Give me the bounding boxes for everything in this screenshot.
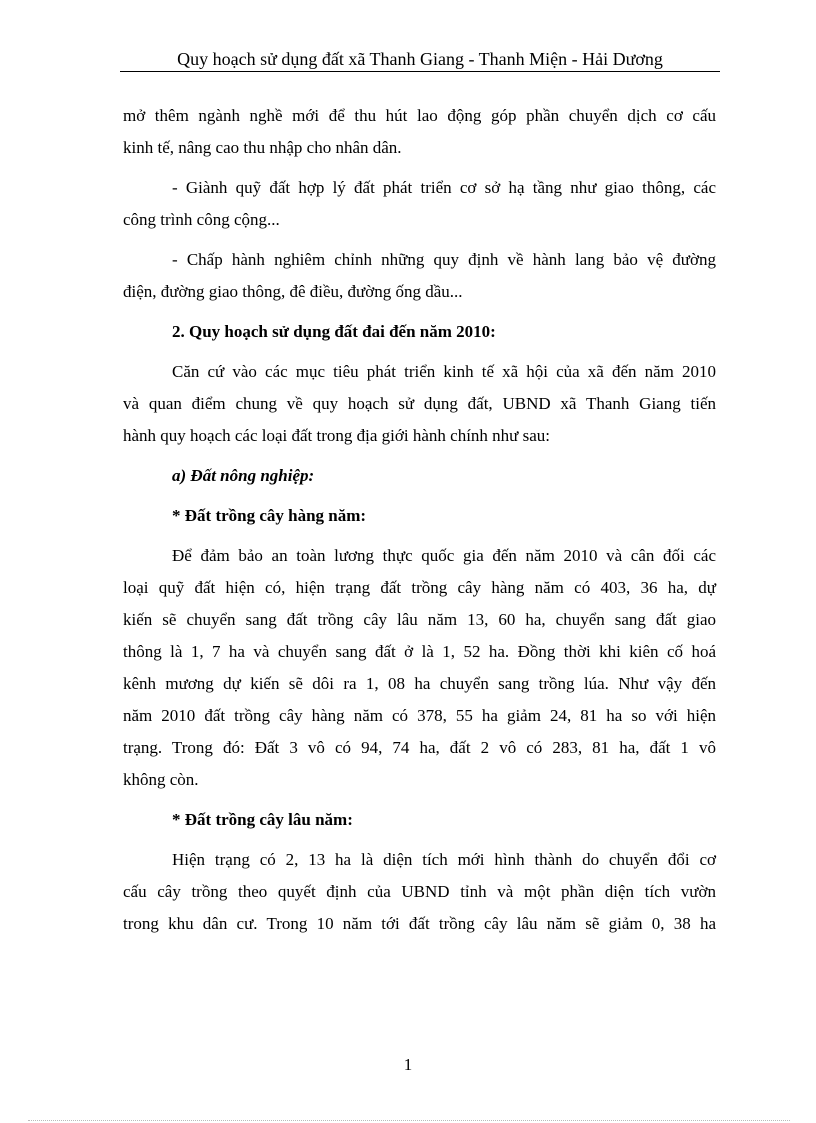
section-heading: 2. Quy hoạch sử dụng đất đai đến năm 2010:: [172, 322, 496, 341]
text-line: loại quỹ đất hiện có, hiện trạng đất trồng cây hàng năm có 403, 36 ha, dự: [123, 578, 716, 597]
text-line: kiến sẽ chuyển sang đất trồng cây lâu năm 13, 60 ha, chuyển sang đất giao: [123, 610, 716, 629]
body-text: [123, 100, 716, 940]
paragraph-perennial-crops: [123, 844, 716, 940]
text-line: hành quy hoạch các loại đất trong địa giới hành chính như sau:: [123, 426, 551, 445]
paragraph-continuation: [123, 100, 716, 164]
paragraph-basis: [123, 356, 716, 452]
text-line: - Giành quỹ đất hợp lý đất phát triển cơ sở hạ tầng như giao thông, các: [172, 178, 716, 197]
text-line: cấu cây trồng theo quyết định của UBND tỉnh và một phần diện tích vườn: [123, 882, 716, 901]
text-line: trạng. Trong đó: Đất 3 vô có 94, 74 ha, đất 2 vô có 283, 81 ha, đất 1 vô: [123, 738, 716, 757]
running-header: Quy hoạch sử dụng đất xã Thanh Giang - Thanh Miện - Hải Dương: [177, 49, 663, 69]
subsection-heading: * Đất trồng cây hàng năm:: [172, 506, 367, 525]
text-line: điện, đường giao thông, đê điều, đường ống dầu...: [123, 282, 463, 301]
text-line: Căn cứ vào các mục tiêu phát triển kinh tế xã hội của xã đến năm 2010: [172, 362, 716, 381]
page-number: 1: [403, 1055, 413, 1074]
subsection-heading: * Đất trồng cây lâu năm:: [172, 810, 353, 829]
page-edge-rule: [28, 1120, 790, 1121]
text-line: và quan điểm chung về quy hoạch sử dụng đất, UBND xã Thanh Giang tiến: [123, 394, 716, 413]
text-line: Hiện trạng có 2, 13 ha là diện tích mới hình thành do chuyển đổi cơ: [172, 850, 716, 869]
text-line: công trình công cộng...: [123, 210, 280, 229]
text-line: trong khu dân cư. Trong 10 năm tới đất trồng cây lâu năm sẽ giảm 0, 38 ha: [123, 914, 716, 933]
text-line: thông là 1, 7 ha và chuyển sang đất ở là 1, 52 ha. Đồng thời khi kiên cố hoá: [123, 642, 716, 661]
paragraph-regulations: [123, 244, 716, 308]
header-rule: [120, 71, 720, 72]
text-line: kinh tế, nâng cao thu nhập cho nhân dân.: [123, 138, 402, 157]
text-line: - Chấp hành nghiêm chỉnh những quy định về hành lang bảo vệ đường: [172, 250, 716, 269]
text-line: kênh mương dự kiến sẽ dôi ra 1, 08 ha chuyển sang trồng lúa. Như vậy đến: [123, 674, 716, 693]
text-line: Để đảm bảo an toàn lương thực quốc gia đến năm 2010 và cân đối các: [172, 546, 716, 565]
paragraph-infrastructure: [123, 172, 716, 236]
text-line: năm 2010 đất trồng cây hàng năm có 378, 55 ha giảm 24, 81 ha so với hiện: [123, 706, 716, 725]
subsection-heading: a) Đất nông nghiệp:: [172, 466, 315, 485]
paragraph-annual-crops: [123, 540, 716, 796]
text-line: mở thêm ngành nghề mới để thu hút lao động góp phần chuyển dịch cơ cấu: [123, 106, 716, 125]
text-line: không còn.: [123, 770, 199, 789]
